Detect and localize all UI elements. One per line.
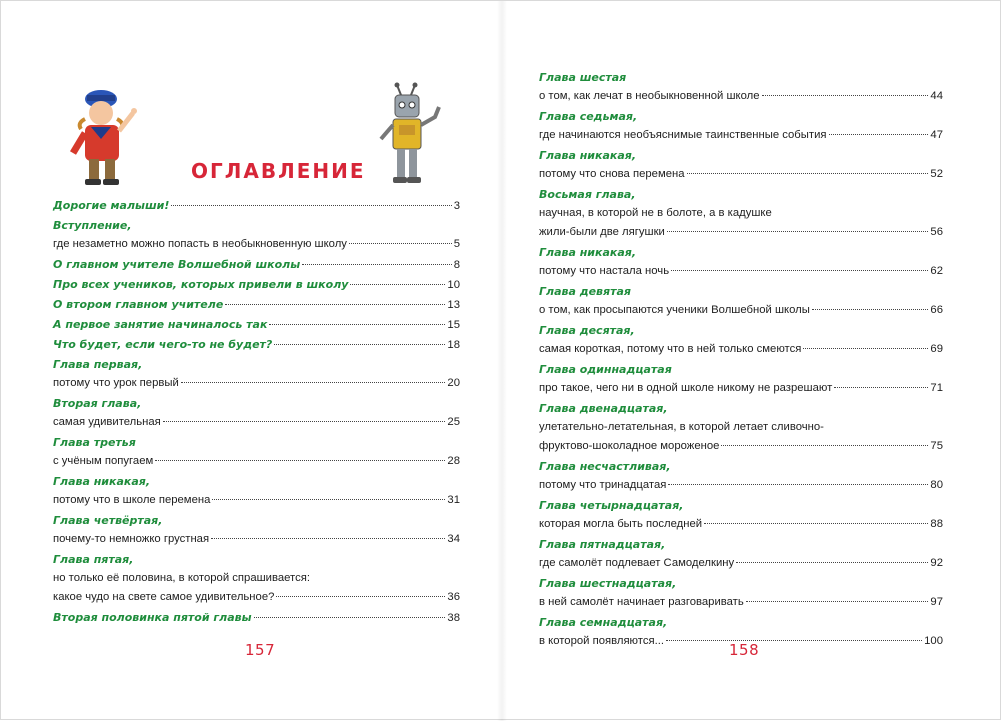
toc-entry-page-number: 52 (930, 168, 943, 180)
dot-leader (834, 377, 928, 388)
dot-leader (269, 314, 445, 325)
toc-entry-page-number: 8 (453, 259, 460, 271)
toc-entry[interactable] (539, 575, 943, 612)
toc-entry-page-number: 20 (447, 377, 460, 389)
dot-leader (704, 513, 928, 524)
toc-entry-heading: Вступление, (53, 219, 132, 232)
toc-entry-description: почему-то немножко грустная (53, 533, 210, 545)
toc-entry-heading: Глава одиннадцатая (539, 363, 672, 376)
toc-entry-heading: Глава четвёртая, (53, 514, 163, 527)
dot-leader (225, 294, 445, 305)
dot-leader (211, 528, 445, 539)
toc-entry-description: фруктово-шоколадное мороженое (539, 440, 720, 452)
toc-entry-page-number: 88 (930, 518, 943, 530)
dot-leader (668, 474, 928, 485)
page-number-left: 157 (245, 641, 276, 659)
toc-entry-heading: Глава никакая, (53, 475, 151, 488)
toc-entry-description: жили-были две лягушки (539, 226, 665, 238)
toc-entry[interactable] (53, 296, 460, 314)
toc-entry-description: где начинаются необъяснимые таинственные события (539, 129, 827, 141)
toc-entry-page-number: 71 (930, 382, 943, 394)
toc-entry-description: самая короткая, потому что в ней только смеются (539, 343, 802, 355)
toc-entry[interactable] (539, 497, 943, 534)
toc-entry[interactable] (539, 147, 943, 184)
dot-leader (721, 435, 928, 446)
toc-entry-heading: Глава третья (53, 436, 136, 449)
toc-entry-heading: Глава никакая, (539, 149, 637, 162)
toc-entry-description: о том, как просыпаются ученики Волшебной школы (539, 304, 810, 316)
toc-entry-description: в которой появляются... (539, 635, 665, 647)
toc-entry[interactable] (53, 434, 460, 471)
toc-entry-description: потому что тринадцатая (539, 479, 667, 491)
toc-entry-heading: О втором главном учителе (53, 298, 224, 311)
toc-entry-page-number: 36 (447, 591, 460, 603)
dot-leader (350, 274, 445, 285)
toc-entry[interactable] (53, 256, 460, 274)
toc-entry-page-number: 28 (447, 455, 460, 467)
toc-entry-description: потому что снова перемена (539, 168, 685, 180)
toc-entry-heading: Глава шестая (539, 71, 627, 84)
robot-illustration (371, 81, 443, 189)
toc-entry-page-number: 10 (447, 279, 460, 291)
toc-entry-description: потому что урок первый (53, 377, 179, 389)
toc-entry-heading: Глава четырнадцатая, (539, 499, 684, 512)
toc-entry-page-number: 18 (447, 339, 460, 351)
toc-entry-heading: Глава никакая, (539, 246, 637, 259)
dot-leader (762, 85, 929, 96)
toc-entry-description: потому что настала ночь (539, 265, 670, 277)
toc-entry-page-number: 80 (930, 479, 943, 491)
toc-entry-description: где самолёт подлевает Самоделкину (539, 557, 735, 569)
toc-entry-page-number: 31 (447, 494, 460, 506)
toc-entry-heading: Глава девятая (539, 285, 631, 298)
toc-entry[interactable] (53, 336, 460, 354)
toc-entry-page-number: 5 (453, 238, 460, 250)
toc-entry-heading: Глава семнадцатая, (539, 616, 668, 629)
dot-leader (687, 163, 929, 174)
dot-leader (746, 591, 929, 602)
dot-leader (666, 630, 922, 641)
toc-entry-page-number: 15 (447, 319, 460, 331)
toc-entry[interactable] (539, 108, 943, 145)
dot-leader (155, 450, 445, 461)
toc-entry-heading: Глава двенадцатая, (539, 402, 668, 415)
toc-entry[interactable] (539, 458, 943, 495)
dot-leader (276, 586, 445, 597)
dot-leader (671, 260, 928, 271)
toc-entry[interactable] (539, 186, 943, 242)
toc-entry-page-number: 13 (447, 299, 460, 311)
toc-entry-description: самая удивительная (53, 416, 161, 428)
toc-entry-heading: Вторая половинка пятой главы (53, 611, 252, 624)
dot-leader (181, 372, 446, 383)
toc-entry-page-number: 66 (930, 304, 943, 316)
toc-entry[interactable] (53, 473, 460, 510)
toc-entry-heading: Глава шестнадцатая, (539, 577, 677, 590)
toc-entry[interactable] (53, 551, 460, 607)
toc-entry-heading: Глава пятнадцатая, (539, 538, 666, 551)
toc-entry[interactable] (539, 244, 943, 281)
toc-entry[interactable] (53, 197, 460, 215)
toc-entry-description: которая могла быть последней (539, 518, 703, 530)
toc-entry-description: с учёным попугаем (53, 455, 154, 467)
dot-leader (803, 338, 928, 349)
toc-entry-page-number: 34 (447, 533, 460, 545)
toc-entry-heading: Вторая глава, (53, 397, 142, 410)
toc-entry-heading: Глава пятая, (53, 553, 134, 566)
dot-leader (212, 489, 445, 500)
boy-illustration (63, 83, 143, 191)
toc-entry-page-number: 44 (930, 90, 943, 102)
left-toc-list (53, 197, 460, 629)
toc-entry[interactable] (53, 217, 460, 254)
toc-entry-page-number: 75 (930, 440, 943, 452)
toc-entry-description: потому что в школе перемена (53, 494, 211, 506)
toc-entry-page-number: 69 (930, 343, 943, 355)
toc-entry-description: о том, как лечат в необыкновенной школе (539, 90, 760, 102)
dot-leader (254, 607, 446, 618)
toc-entry[interactable] (539, 536, 943, 573)
toc-entry-page-number: 92 (930, 557, 943, 569)
toc-entry-description: улетательно-летательная, в которой летает сливочно- (539, 421, 824, 433)
toc-entry[interactable] (539, 69, 943, 106)
toc-entry[interactable] (53, 512, 460, 549)
toc-entry-heading: Что будет, если чего-то не будет? (53, 338, 273, 351)
toc-entry-description: но только её половина, в которой спрашивается: (53, 572, 310, 584)
toc-entry-heading: Глава несчастливая, (539, 460, 671, 473)
toc-entry-heading: О главном учителе Волшебной школы (53, 258, 301, 271)
toc-entry-description: в ней самолёт начинает разговаривать (539, 596, 744, 608)
toc-entry[interactable] (539, 283, 943, 320)
toc-entry-page-number: 47 (930, 129, 943, 141)
toc-entry[interactable] (539, 361, 943, 398)
toc-entry[interactable] (53, 395, 460, 432)
dot-leader (829, 124, 929, 135)
toc-entry-heading: Глава десятая, (539, 324, 635, 337)
toc-entry[interactable] (53, 356, 460, 393)
dot-leader (736, 552, 928, 563)
dot-leader (274, 334, 445, 345)
toc-entry-description: какое чудо на свете самое удивительное? (53, 591, 275, 603)
toc-entry-heading: Восьмая глава, (539, 188, 636, 201)
toc-entry-page-number: 97 (930, 596, 943, 608)
toc-title: ОГЛАВЛЕНИЕ (191, 159, 366, 183)
toc-entry-page-number: 56 (930, 226, 943, 238)
toc-entry-page-number: 25 (447, 416, 460, 428)
right-toc-list (539, 69, 943, 653)
toc-entry-heading: Глава седьмая, (539, 110, 638, 123)
toc-entry[interactable] (53, 316, 460, 334)
dot-leader (171, 195, 451, 206)
toc-entry-description: про такое, чего ни в одной школе никому не разрешают (539, 382, 833, 394)
dot-leader (812, 299, 929, 310)
toc-entry[interactable] (539, 614, 943, 651)
left-page (1, 1, 501, 721)
page-number-right: 158 (729, 641, 760, 659)
dot-leader (667, 221, 929, 232)
toc-entry[interactable] (53, 276, 460, 294)
toc-entry[interactable] (53, 609, 460, 627)
toc-entry-heading: Дорогие малыши! (53, 199, 170, 212)
toc-entry-page-number: 38 (447, 612, 460, 624)
dot-leader (163, 411, 446, 422)
toc-entry-description: где незаметно можно попасть в необыкновенную школу (53, 238, 347, 250)
toc-entry-page-number: 100 (924, 635, 943, 647)
dot-leader (349, 233, 452, 244)
toc-entry[interactable] (539, 322, 943, 359)
toc-entry-description: научная, в которой не в болоте, а в кадушке (539, 207, 772, 219)
toc-entry-heading: Про всех учеников, которых привели в школу (53, 278, 349, 291)
toc-entry-page-number: 62 (930, 265, 943, 277)
dot-leader (302, 254, 452, 265)
toc-entry-page-number: 3 (453, 200, 460, 212)
toc-entry[interactable] (539, 400, 943, 456)
toc-entry-heading: А первое занятие начиналось так (53, 318, 268, 331)
toc-entry-heading: Глава первая, (53, 358, 143, 371)
